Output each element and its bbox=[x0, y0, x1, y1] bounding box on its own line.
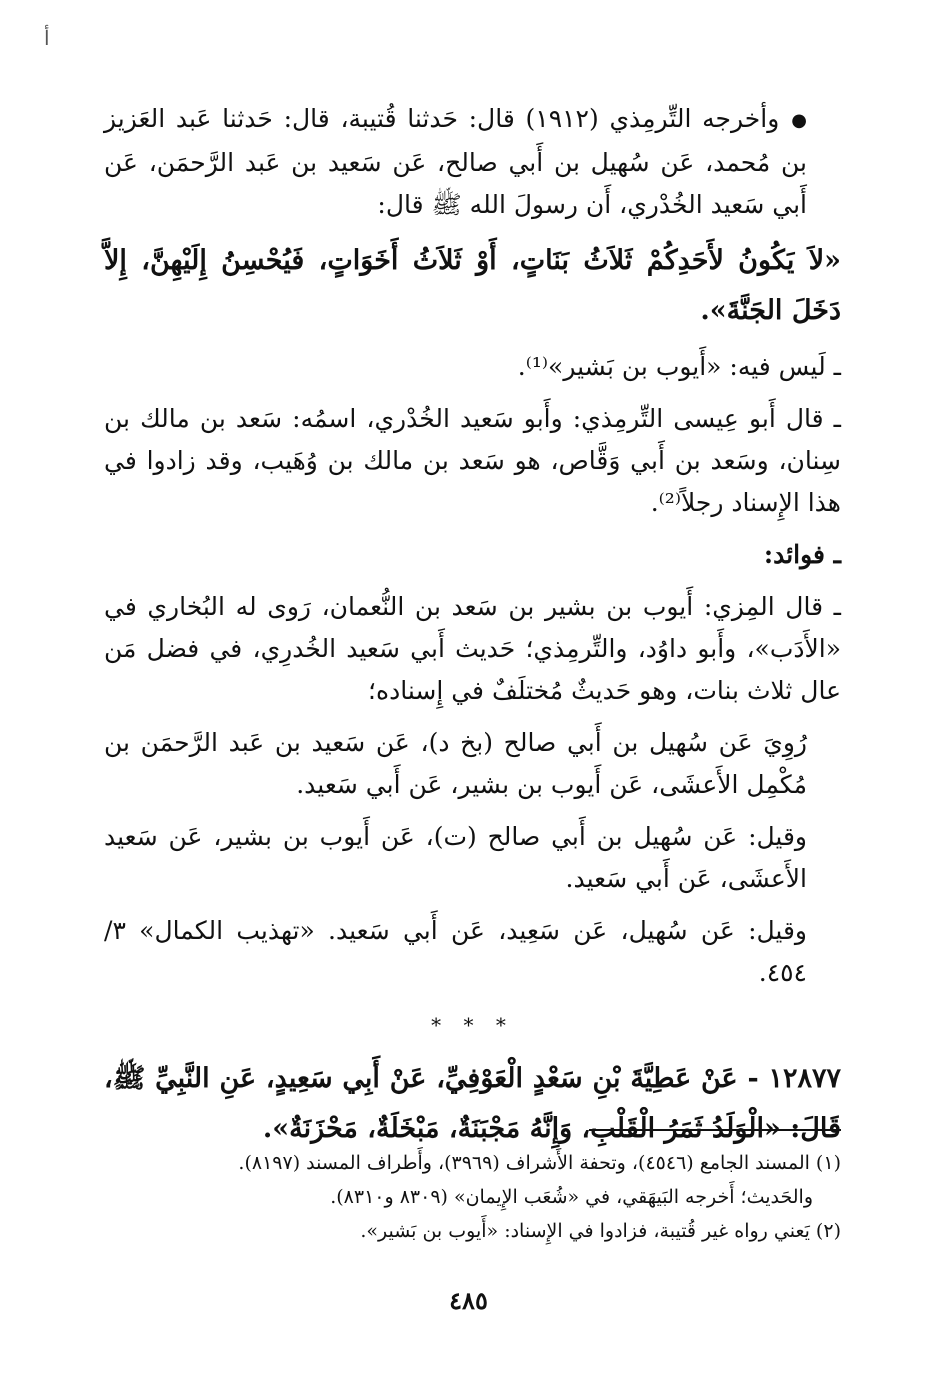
page-number: ٤٨٥ bbox=[449, 1286, 488, 1315]
footnote-1-continuation: والحَديث؛ أَخرجه البَيهَقي، في «شُعَب الإِيمان» (٨٣٠٩ و٨٣١٠). bbox=[330, 1186, 813, 1208]
footnote-1: (١) المسند الجامع (٤٥٤٦)، وتحفة الأَشراف (٣٩٦٩)، وأَطراف المسند (٨١٩٧). bbox=[238, 1152, 841, 1174]
paragraph-riwaya-3: وقيل: عَن سُهيل، عَن سَعِيد، عَن أَبي سَعيد. «تهذيب الكمال» ٣/ ٤٥٤. bbox=[104, 915, 807, 987]
paragraph-takhrij: ●وأخرجه التِّرمِذي (١٩١٢) قال: حَدثنا قُتيبة، قال: حَدثنا عَبد العَزيز بن مُحمد، عَن سُهيل بن أَبي صالح، عَن سَعيد بن عَبد الرَّحمَن، عَن أَبي سَعيد الخُدْري، أَن رسولَ الله ﷺ قال: bbox=[104, 98, 841, 226]
paragraph-riwaya-2: وقيل: عَن سُهيل بن أَبي صالح (ت)، عَن أَيوب بن بشير، عَن سَعيد الأَعشَى، عَن أَبي سَعيد. bbox=[104, 821, 807, 893]
footnote-2: (٢) يَعني رواه غير قُتيبة، فزادوا في الإِسناد: «أَيوب بن بَشير». bbox=[360, 1220, 841, 1242]
corner-mark: أ bbox=[44, 26, 50, 50]
paragraph-riwaya-1: رُوِيَ عَن سُهيل بن أَبي صالح (بخ د)، عَن سَعيد بن عَبد الرَّحمَن بن مُكْمِل الأَعشَى، عَن أَيوب بن بشير، عَن أَبي سَعيد. bbox=[104, 727, 807, 799]
section-heading-fawaid: ـ فوائد: bbox=[763, 539, 841, 569]
footnotes bbox=[104, 1146, 841, 1248]
main-text bbox=[104, 98, 841, 1164]
hadith-text: «لاَ يَكُونُ لأَحَدِكُمْ ثَلاَثُ بَنَاتٍ، أَوْ ثَلاَثُ أَخَوَاتٍ، فَيُحْسِنُ إِلَيْهِنَّ، إِلاَّ دَخَلَ الجَنَّةَ». bbox=[104, 244, 841, 326]
paragraph-tirmidhi-comment: ـ قال أَبو عِيسى التِّرمِذي: وأَبو سَعيد الخُدْري، اسمُه: سَعد بن مالك بن سِنان، وسَعد بن أَبي وَقَّاص، هو سَعد بن مالك بن وُهَيب، وقد زادوا في هذا الإِسناد رجلاً⁽²⁾. bbox=[104, 403, 841, 517]
bullet-icon: ● bbox=[791, 109, 807, 131]
hadith-12877: ١٢٨٧٧ - عَنْ عَطِيَّةَ بْنِ سَعْدٍ الْعَوْفِيِّ، عَنْ أَبِي سَعِيدٍ، عَنِ النَّبِيِّ ﷺ، قَالَ: «الْوَلَدُ ثَمَرُ الْقَلْبِ، وَإِنَّهُ مَجْبَنَةٌ، مَبْخَلَةٌ، مَحْزَنَةٌ». bbox=[104, 1062, 841, 1144]
paragraph-mizzi: ـ قال المِزي: أَيوب بن بشير بن سَعد بن النُّعمان، رَوى له البُخاري في «الأَدَب»، وأَبو داوُد، والتِّرمِذي؛ حَديث أَبي سَعيد الخُدرِي، في فضل مَن عال ثلاث بنات، وهو حَديثٌ مُختلَفٌ في إِسناده؛ bbox=[104, 591, 841, 705]
section-separator-stars: * * * bbox=[431, 1012, 514, 1037]
footnote-separator bbox=[589, 1129, 841, 1131]
paragraph-note-absent: ـ لَيس فيه: «أَيوب بن بَشير»⁽¹⁾. bbox=[517, 351, 841, 381]
